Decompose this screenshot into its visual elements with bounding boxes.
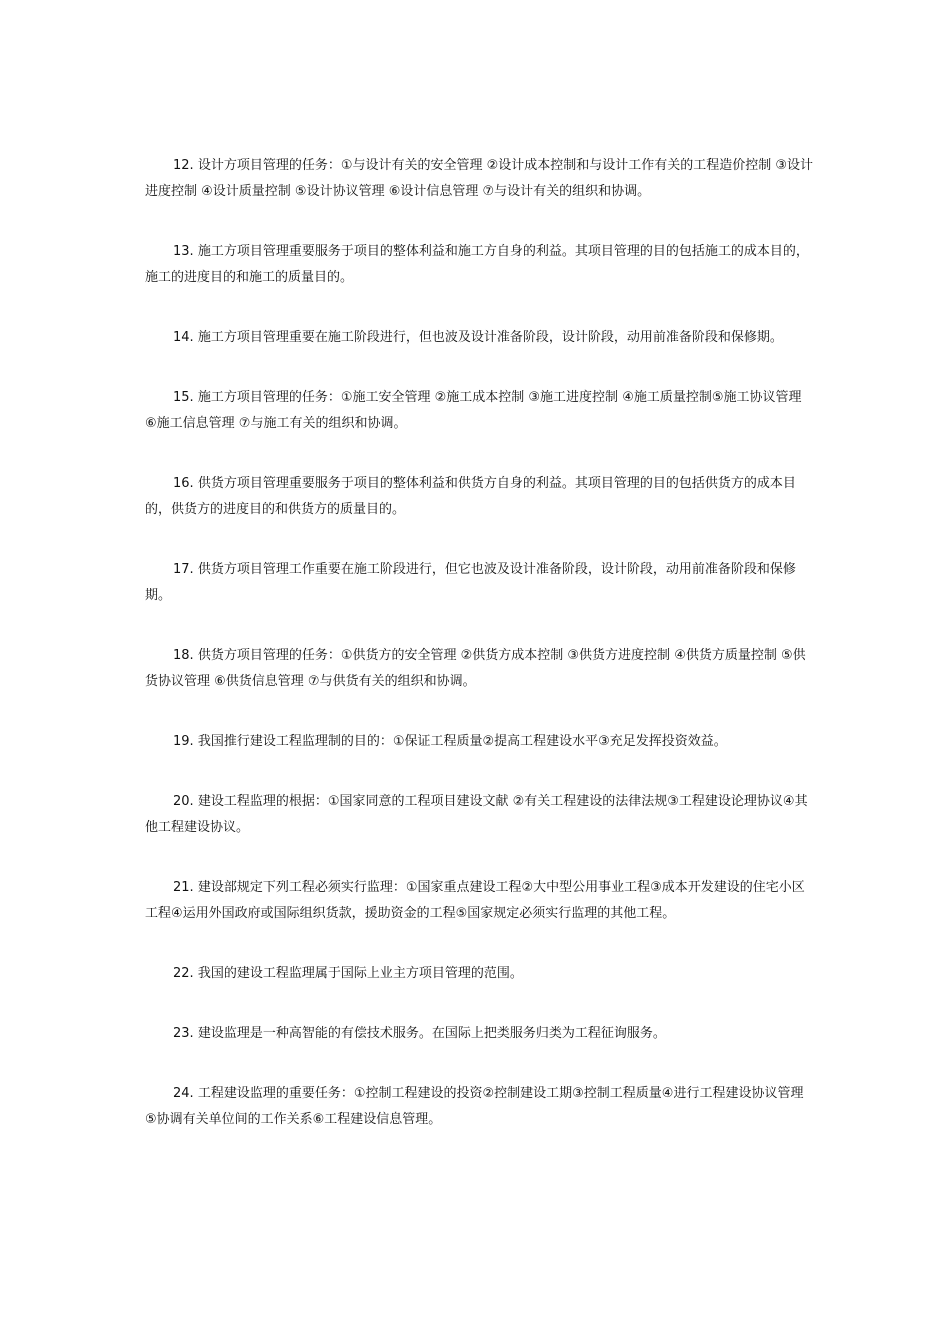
paragraph-number: 16. [173, 476, 194, 491]
paragraph-number: 24. [173, 1086, 194, 1101]
paragraph-number: 20. [173, 794, 194, 809]
paragraph-text: 建设监理是一种高智能的有偿技术服务。在国际上把类服务归类为工程征询服务。 [197, 1026, 666, 1041]
paragraph-13 [145, 239, 815, 291]
paragraph-text: 供货方项目管理重要服务于项目的整体利益和供货方自身的利益。其项目管理的目的包括供货方的成本目的，供货方的进度目的和供货方的质量目的。 [145, 476, 796, 517]
paragraph-number: 18. [173, 648, 194, 663]
paragraph-21 [145, 875, 815, 927]
paragraph-15 [145, 385, 815, 437]
paragraph-12 [145, 153, 815, 205]
paragraph-24 [145, 1081, 815, 1133]
paragraph-19 [145, 729, 815, 755]
paragraph-text: 我国的建设工程监理属于国际上业主方项目管理的范围。 [197, 966, 523, 981]
paragraph-number: 14. [173, 330, 194, 345]
paragraph-23 [145, 1021, 815, 1047]
paragraph-number: 12. [173, 158, 194, 173]
paragraph-number: 17. [173, 562, 194, 577]
paragraph-text: 工程建设监理的重要任务：①控制工程建设的投资②控制建设工期③控制工程质量④进行工程建设协议管理⑤协调有关单位间的工作关系⑥工程建设信息管理。 [145, 1086, 804, 1127]
paragraph-text: 施工方项目管理的任务：①施工安全管理 ②施工成本控制 ③施工进度控制 ④施工质量控制⑤施工协议管理 ⑥施工信息管理 ⑦与施工有关的组织和协调。 [145, 390, 802, 431]
paragraph-18 [145, 643, 815, 695]
paragraph-number: 23. [173, 1026, 194, 1041]
paragraph-text: 设计方项目管理的任务：①与设计有关的安全管理 ②设计成本控制和与设计工作有关的工程造价控制 ③设计进度控制 ④设计质量控制 ⑤设计协议管理 ⑥设计信息管理 ⑦与设计有关的组织和协调。 [145, 158, 814, 199]
paragraph-text: 我国推行建设工程监理制的目的：①保证工程质量②提高工程建设水平③充足发挥投资效益。 [197, 734, 727, 749]
paragraph-text: 供货方项目管理的任务：①供货方的安全管理 ②供货方成本控制 ③供货方进度控制 ④供货方质量控制 ⑤供货协议管理 ⑥供货信息管理 ⑦与供货有关的组织和协调。 [145, 648, 806, 689]
paragraph-number: 21. [173, 880, 194, 895]
paragraph-number: 15. [173, 390, 194, 405]
paragraph-17 [145, 557, 815, 609]
paragraph-text: 建设工程监理的根据：①国家同意的工程项目建设文献 ②有关工程建设的法律法规③工程建设论理协议④其他工程建设协议。 [145, 794, 808, 835]
paragraph-number: 19. [173, 734, 194, 749]
paragraph-14 [145, 325, 815, 351]
paragraph-number: 22. [173, 966, 194, 981]
paragraph-text: 施工方项目管理重要在施工阶段进行，但也波及设计准备阶段，设计阶段，动用前准备阶段和保修期。 [197, 330, 783, 345]
paragraph-number: 13. [173, 244, 194, 259]
paragraph-text: 施工方项目管理重要服务于项目的整体利益和施工方自身的利益。其项目管理的目的包括施工的成本目的，施工的进度目的和施工的质量目的。 [145, 244, 809, 285]
paragraph-text: 建设部规定下列工程必须实行监理：①国家重点建设工程②大中型公用事业工程③成本开发建设的住宅小区工程④运用外国政府或国际组织货款，援助资金的工程⑤国家规定必须实行监理的其他工程。 [145, 880, 805, 921]
paragraph-22 [145, 961, 815, 987]
paragraph-text: 供货方项目管理工作重要在施工阶段进行，但它也波及设计准备阶段，设计阶段，动用前准备阶段和保修期。 [145, 562, 796, 603]
document-body [145, 153, 815, 1167]
paragraph-20 [145, 789, 815, 841]
paragraph-16 [145, 471, 815, 523]
